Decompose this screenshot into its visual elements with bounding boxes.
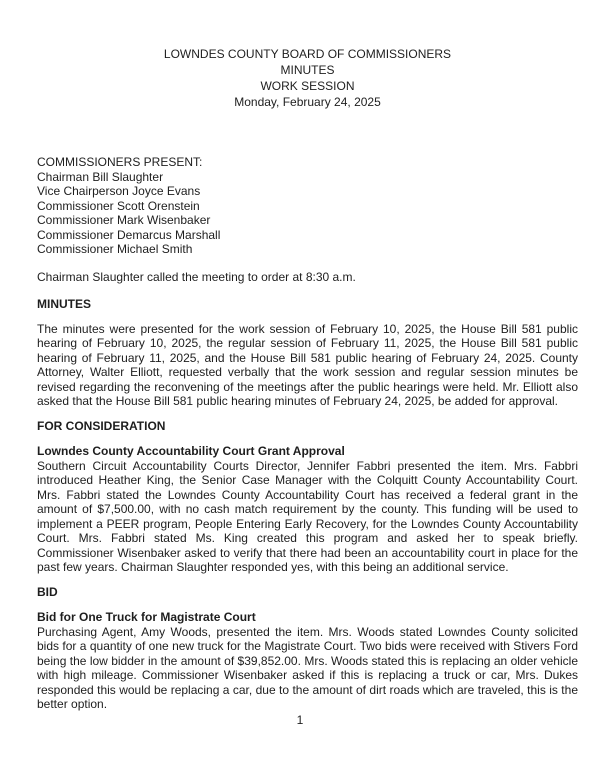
page-number: 1 [296,713,304,727]
attendee: Commissioner Scott Orenstein [37,198,200,213]
attendee: Commissioner Mark Wisenbaker [37,213,211,227]
section-minutes [37,297,578,409]
attendee: Commissioner Demarcus Marshall [37,227,221,242]
header-session-type: WORK SESSION [260,79,355,93]
agenda-item-title: Lowndes County Accountability Court Grant Approval [37,444,345,458]
attendee: Chairman Bill Slaughter [37,169,164,184]
attendee: Vice Chairperson Joyce Evans [37,184,201,198]
header-organization: LOWNDES COUNTY BOARD OF COMMISSIONERS [163,47,452,61]
section-heading: MINUTES [37,297,91,311]
header-document-type: MINUTES [280,63,335,77]
section-paragraph: The minutes were presented for the work session of February 10, 2025, the House Bill 581 public hearing of February 10, 2025, the regular session of February 11, 2025, the House Bill 581 public hearing of February 11, 2025, and the House Bill 581 public hearing of February 24, 2025. County Attorney, Walter Elliott, requested verbally that the work session and regular session minutes be revised regarding the reconvening of the meetings after the public hearings were held. Mr. Elliott also asked that the House Bill 581 public hearing minutes of February 24, 2025, be added for approval. [37,321,578,408]
section-for-consideration [37,419,578,575]
call-to-order-line: Chairman Slaughter called the meeting to order at 8:30 a.m. [37,269,356,284]
section-paragraph: Southern Circuit Accountability Courts Director, Jennifer Fabbri presented the item. Mrs. Fabbri introduced Heather King, the Senior Case Manager with the Colquitt County Accountability Court. Mrs. Fabbri stated the Lowndes County Accountability Court has received a federal grant in the amount of $7,500.00, with no cash match requirement by the county. This funding will be used to implement a PEER program, People Entering Early Recovery, for the Lowndes County Accountability Court. Mrs. Fabbri stated Ms. King created this program and asked her to speak briefly. Commissioner Wisenbaker asked to verify that there had been an accountability court in place for the past few years. Chairman Slaughter responded yes, with this being an additional service. [37,458,578,574]
attendance-section [37,155,578,257]
agenda-item-title: Bid for One Truck for Magistrate Court [37,610,256,624]
section-paragraph: Purchasing Agent, Amy Woods, presented the item. Mrs. Woods stated Lowndes County solicited bids for a quantity of one new truck for the Magistrate Court. Two bids were received with Stivers Ford being the low bidder in the amount of $39,852.00. Mrs. Woods stated this is replacing an older vehicle with high mileage. Commissioner Wisenbaker asked if this is replacing a truck or car, Mrs. Dukes responded this would be replacing a car, due to the amount of dirt roads which are traveled, this is the better option. [37,624,578,711]
section-bid [37,585,578,712]
attendance-label: COMMISSIONERS PRESENT: [37,155,203,169]
section-heading: FOR CONSIDERATION [37,418,166,433]
document-header [37,46,578,110]
attendee: Commissioner Michael Smith [37,242,193,256]
header-date: Monday, February 24, 2025 [234,95,381,109]
section-heading: BID [37,584,58,599]
